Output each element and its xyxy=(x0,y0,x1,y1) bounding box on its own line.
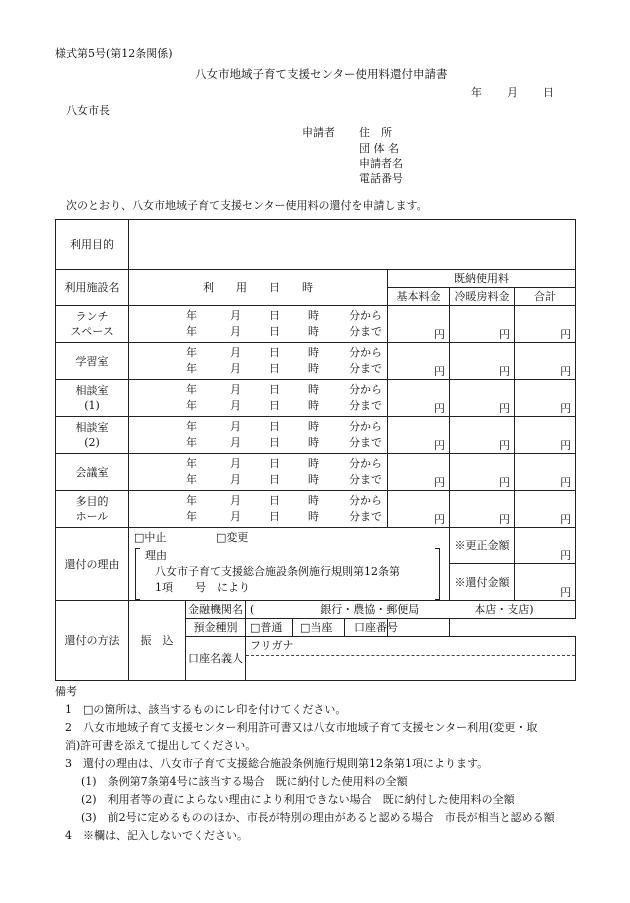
paid-fee-header: 既納使用料 xyxy=(388,270,576,288)
date-year: 年 xyxy=(471,86,482,99)
bracket-right xyxy=(435,548,440,600)
changed-amount-label: ※更正金額 xyxy=(450,528,515,564)
bank-name-label: 金融機関名 xyxy=(186,601,246,619)
aircon-fee-header: 冷暖房料金 xyxy=(450,288,515,306)
facility-row xyxy=(56,306,576,343)
current-checkbox[interactable]: □当座 xyxy=(300,621,333,634)
basic-fee-cell[interactable]: 円 xyxy=(388,454,450,491)
applicant-phone-label: 電話番号 xyxy=(359,172,403,185)
aircon-fee-cell[interactable]: 円 xyxy=(450,343,515,380)
refund-amount-label: ※還付金額 xyxy=(450,564,515,601)
aircon-fee-cell[interactable]: 円 xyxy=(450,491,515,528)
note-subitem: (2) 利用者等の責によらない理由により利用できない場合 既に納付した使用料の全額 xyxy=(81,793,515,806)
applicant-name-label: 申請者名 xyxy=(359,157,403,170)
total-fee-cell[interactable]: 円 xyxy=(515,306,576,343)
total-fee-cell[interactable]: 円 xyxy=(515,417,576,454)
note-item: 消)許可書を添えて提出してください。 xyxy=(65,739,257,752)
reason-regulation: 八女市子育て支援総合施設条例施行規則第12条第 xyxy=(155,565,400,578)
total-fee-cell[interactable]: 円 xyxy=(515,343,576,380)
cancel-checkbox[interactable]: □中止 xyxy=(134,531,167,544)
basic-fee-cell[interactable]: 円 xyxy=(388,417,450,454)
bracket-left xyxy=(135,548,140,600)
total-fee-cell[interactable]: 円 xyxy=(515,380,576,417)
usage-datetime[interactable]: 年 月 日 時 分から 年 月 日 時 分まで xyxy=(129,343,388,380)
change-checkbox[interactable]: □変更 xyxy=(216,531,249,544)
basic-fee-cell[interactable]: 円 xyxy=(388,343,450,380)
facility-name: ランチ スペース xyxy=(56,306,129,343)
furigana-divider xyxy=(246,655,575,656)
facility-name: 学習室 xyxy=(56,343,129,380)
account-holder-field[interactable] xyxy=(246,637,576,681)
usage-datetime[interactable]: 年 月 日 時 分から 年 月 日 時 分まで xyxy=(129,491,388,528)
refund-reason-cell xyxy=(129,528,450,601)
basic-fee-cell[interactable]: 円 xyxy=(388,380,450,417)
purpose-label: 利用目的 xyxy=(56,220,129,270)
date-month: 月 xyxy=(507,86,518,99)
reason-text-label: 理由 xyxy=(145,549,167,562)
total-fee-cell[interactable]: 円 xyxy=(515,491,576,528)
changed-amount-cell[interactable]: 円 xyxy=(515,528,576,564)
addressee: 八女市長 xyxy=(66,104,110,117)
date-day: 日 xyxy=(543,86,554,99)
facility-row xyxy=(56,343,576,380)
facility-name: 相談室 (2) xyxy=(56,417,129,454)
facility-name: 多目的 ホール xyxy=(56,491,129,528)
account-holder-label: 口座名義人 xyxy=(186,637,246,681)
bank-name-field[interactable]: ( 銀行・農協・郵便局 本店・支店) xyxy=(246,601,576,619)
purpose-field[interactable] xyxy=(129,220,576,270)
note-subitem: (3) 前2号に定めるもののほか、市長が特別の理由があると認める場合 市長が相当と認める額 xyxy=(81,811,555,824)
intro-text: 次のとおり、八女市地域子育て支援センター使用料の還付を申請します。 xyxy=(66,199,428,212)
deposit-divider xyxy=(292,619,293,637)
notes-heading: 備考 xyxy=(55,685,77,698)
reason-clause: 1項 号 により xyxy=(155,581,250,594)
facility-row xyxy=(56,417,576,454)
aircon-fee-cell[interactable]: 円 xyxy=(450,417,515,454)
usage-datetime[interactable]: 年 月 日 時 分から 年 月 日 時 分まで xyxy=(129,380,388,417)
form-number: 様式第5号(第12条関係) xyxy=(55,47,173,60)
application-table xyxy=(55,219,576,681)
notes-section xyxy=(55,683,590,845)
total-fee-cell[interactable]: 円 xyxy=(515,454,576,491)
note-item: 4 ※欄は、記入しないでください。 xyxy=(65,829,248,842)
facility-name: 会議室 xyxy=(56,454,129,491)
deposit-type-label: 預金種別 xyxy=(186,619,246,637)
basic-fee-cell[interactable]: 円 xyxy=(388,306,450,343)
usage-datetime[interactable]: 年 月 日 時 分から 年 月 日 時 分まで xyxy=(129,417,388,454)
total-fee-header: 合計 xyxy=(515,288,576,306)
note-item: 2 八女市地域子育て支援センター利用許可書又は八女市地域子育て支援センター利用(変更・取 xyxy=(65,721,538,734)
account-number-label: 口座番号 xyxy=(354,621,398,634)
facility-name: 相談室 (1) xyxy=(56,380,129,417)
facility-row xyxy=(56,380,576,417)
applicant-label: 申請者 xyxy=(302,126,335,139)
note-item: 1 □の箇所は、該当するものにレ印を付けてください。 xyxy=(65,703,347,716)
aircon-fee-cell[interactable]: 円 xyxy=(450,454,515,491)
usage-datetime[interactable]: 年 月 日 時 分から 年 月 日 時 分まで xyxy=(129,306,388,343)
refund-amount-cell[interactable]: 円 xyxy=(515,564,576,601)
basic-fee-cell[interactable]: 円 xyxy=(388,491,450,528)
datetime-header: 利 用 日 時 xyxy=(129,270,388,306)
furigana-label: フリガナ xyxy=(250,639,294,652)
form-title: 八女市地域子育て支援センター使用料還付申請書 xyxy=(195,67,448,81)
refund-reason-label: 還付の理由 xyxy=(56,528,129,601)
facility-row xyxy=(56,454,576,491)
usage-datetime[interactable]: 年 月 日 時 分から 年 月 日 時 分まで xyxy=(129,454,388,491)
refund-method-label: 還付の方法 xyxy=(56,601,129,681)
deposit-divider xyxy=(344,619,345,637)
basic-fee-header: 基本料金 xyxy=(388,288,450,306)
deposit-type-field xyxy=(246,619,398,637)
ordinary-checkbox[interactable]: □普通 xyxy=(250,621,283,634)
aircon-fee-cell[interactable]: 円 xyxy=(450,306,515,343)
note-item: 3 還付の理由は、八女市子育て支援総合施設条例施行規則第12条第1項によります。 xyxy=(65,757,489,770)
aircon-fee-cell[interactable]: 円 xyxy=(450,380,515,417)
facility-row xyxy=(56,491,576,528)
applicant-group-label: 団 体 名 xyxy=(359,142,399,155)
applicant-address-label: 住 所 xyxy=(359,126,392,139)
note-subitem: (1) 条例第7条第4号に該当する場合 既に納付した使用料の全額 xyxy=(81,775,408,788)
account-blank xyxy=(450,619,576,637)
transfer-label: 振 込 xyxy=(129,601,186,681)
facility-header: 利用施設名 xyxy=(56,270,129,306)
